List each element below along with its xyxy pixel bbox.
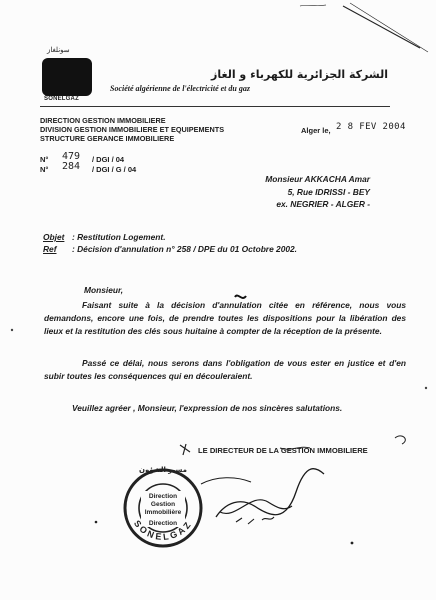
letter-date: 2 8 FEV 2004 <box>336 122 406 132</box>
ref-code-2: / DGI / G / 04 <box>92 165 137 174</box>
ref-number-1: 479 <box>62 151 81 162</box>
subject-text: : Restitution Logement. <box>72 232 166 242</box>
reference-label: Ref <box>43 244 57 254</box>
official-stamp <box>120 462 206 550</box>
stamp-line-1: Direction <box>148 493 178 500</box>
header-division: DIVISION GESTION IMMOBILIERE ET EQUIPEMENTS <box>40 125 225 134</box>
place-label: Alger le, <box>301 126 331 135</box>
subject-label: Objet <box>43 232 65 242</box>
recipient-street: 5, Rue IDRISSI - BEY <box>287 187 370 197</box>
stamp-bottom: Direction <box>148 520 178 527</box>
logo-arabic-text: سونلغاز <box>47 47 70 54</box>
stamp-arabic: مسير الشؤون <box>139 466 187 474</box>
sonelgaz-logo <box>42 58 92 96</box>
stamp-line-2: Gestion <box>150 501 176 508</box>
ref-number-2: 284 <box>62 161 81 172</box>
ref-code-1: / DGI / 04 <box>92 155 125 164</box>
ref-label-2: N° <box>40 165 49 174</box>
paragraph-2: Passé ce délai, nous serons dans l'obligation de vous ester en justice et d'en subir toutes les conséquences qui en découleraient. <box>44 358 406 382</box>
closing-line: Veuillez agréer , Monsieur, l'expression de nos sincères salutations. <box>72 403 343 413</box>
header-rule <box>40 106 390 107</box>
stamp-line-3: Immobilière <box>144 509 182 516</box>
recipient-name: Monsieur AKKACHA Amar <box>265 174 370 184</box>
reference-text: : Décision d'annulation n° 258 / DPE du 01 Octobre 2002. <box>72 244 298 254</box>
header-direction: DIRECTION GESTION IMMOBILIERE <box>40 116 166 125</box>
signatory-title: LE DIRECTEUR DE LA GESTION IMMOBILIERE <box>198 446 368 455</box>
paragraph-1: Faisant suite à la décision d'annulation citée en référence, nous vous demandons, encore une fois, de prendre toutes les dispositions pour la libération des lieux et la restitution des clés sous huitaine à compter de la réception de la présente. <box>44 300 406 337</box>
header-structure: STRUCTURE GERANCE IMMOBILIERE <box>40 134 175 143</box>
salutation: Monsieur, <box>84 285 124 295</box>
company-name-french: Société algérienne de l'électricité et du gaz <box>110 84 250 93</box>
company-name-arabic: الشركة الجزائرية للكهرباء و الغاز <box>211 68 388 81</box>
logo-name: SONELGAZ <box>44 96 79 102</box>
recipient-district: ex. NEGRIER - ALGER - <box>276 199 370 209</box>
handwritten-signature <box>196 462 336 542</box>
stamp-ring-text: SONELGAZ <box>131 518 195 543</box>
ref-label-1: N° <box>40 155 49 164</box>
